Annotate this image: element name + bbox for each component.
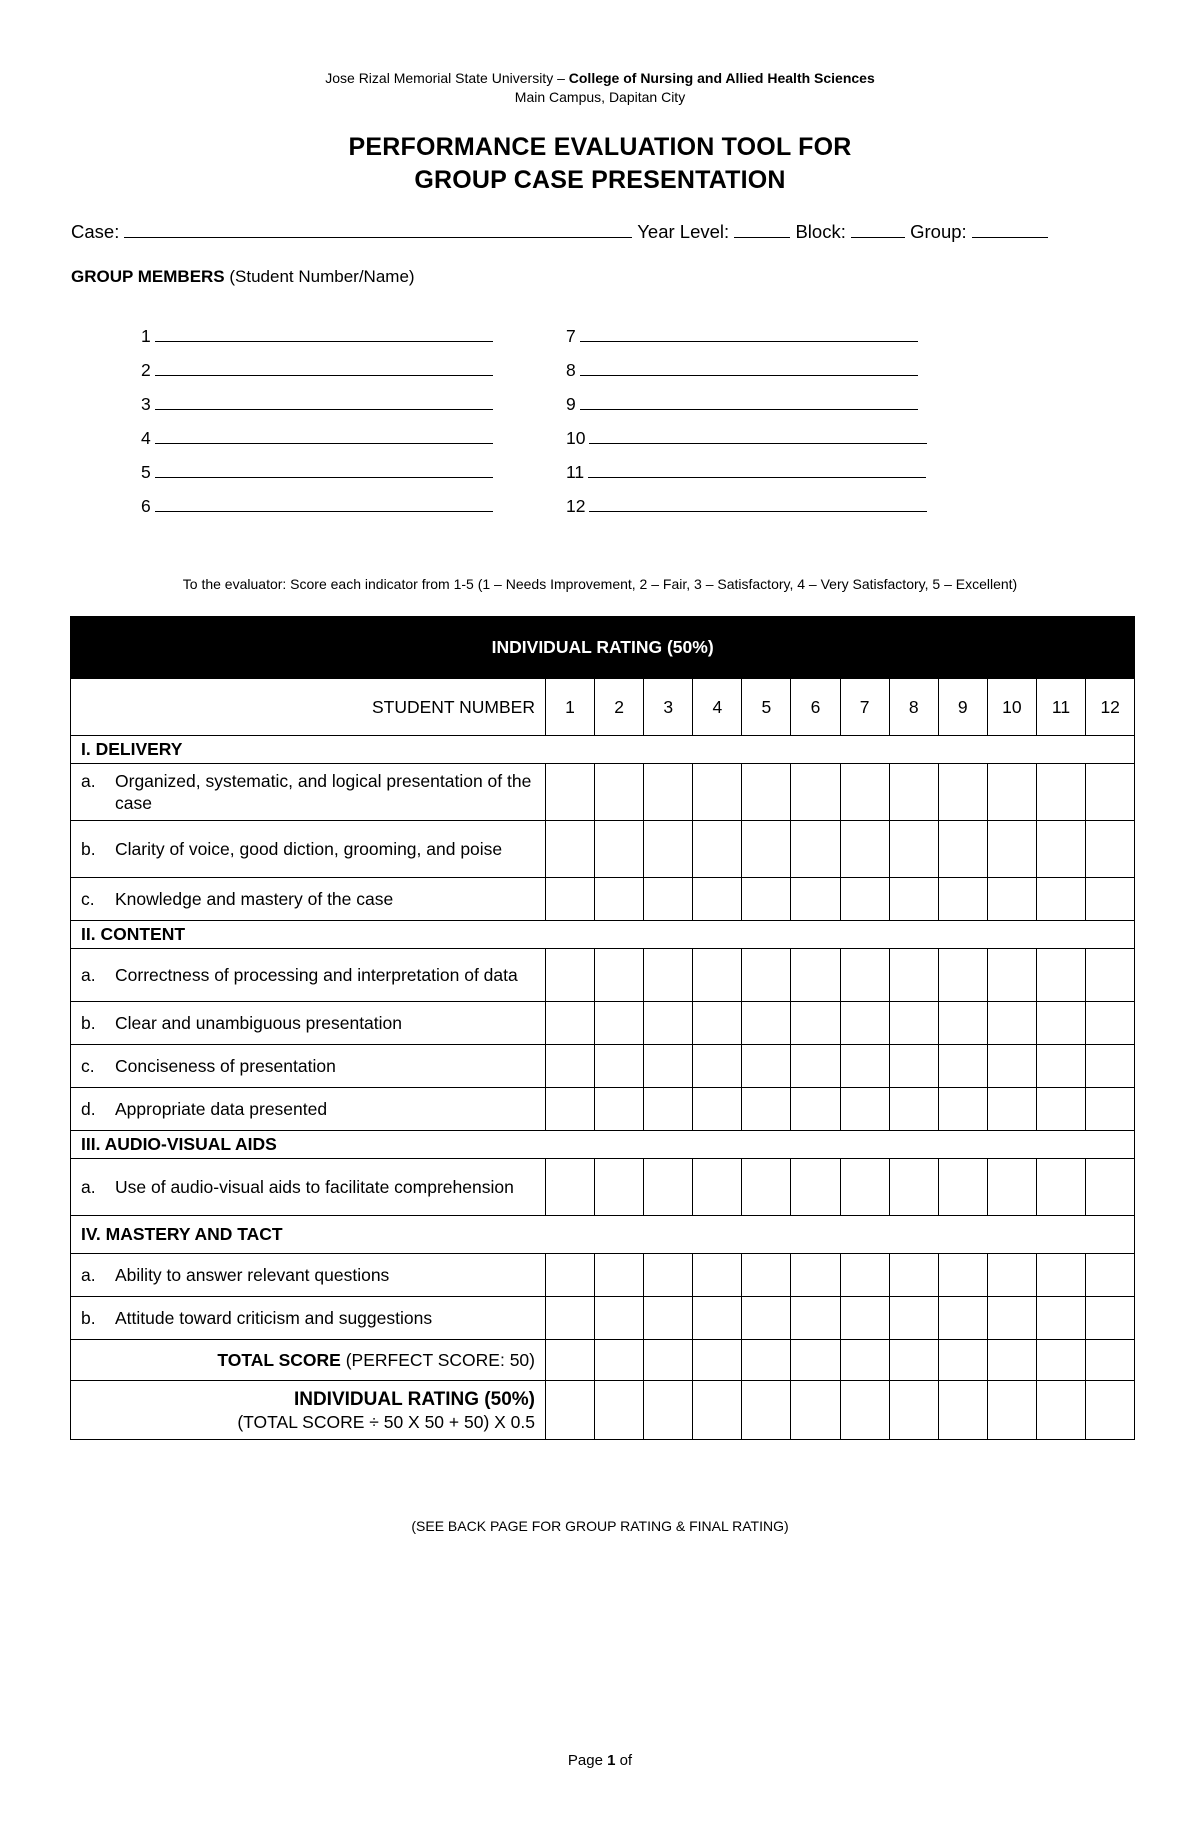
score-cell[interactable]	[742, 1254, 791, 1297]
individual-rating-cell[interactable]	[938, 1381, 987, 1440]
evaluator-instructions: To the evaluator: Score each indicator from 1-5 (1 – Needs Improvement, 2 – Fair, 3 – Satisfactory, 4 – Very Satisfactory, 5 – Excellent)	[182, 576, 1018, 592]
case-label: Case:	[71, 221, 120, 242]
score-cell[interactable]	[987, 949, 1036, 1002]
score-cell[interactable]	[791, 878, 840, 921]
member-field[interactable]	[155, 324, 493, 342]
college-name: College of Nursing and Allied Health Sciences	[568, 70, 875, 86]
total-score-cell[interactable]	[742, 1340, 791, 1381]
indicator-letter: a.	[81, 1265, 96, 1285]
score-cell[interactable]	[840, 1045, 889, 1088]
student-column-header: 2	[595, 679, 644, 736]
total-score-cell[interactable]	[595, 1340, 644, 1381]
score-cell[interactable]	[938, 821, 987, 878]
student-column-header: 6	[791, 679, 840, 736]
section-title: IV. MASTERY AND TACT	[71, 1216, 1135, 1254]
indicator-text: Organized, systematic, and logical presentation of the case	[115, 771, 532, 813]
indicator-row	[71, 821, 1135, 878]
block-field[interactable]	[851, 219, 905, 238]
indicator-label	[71, 1045, 546, 1088]
score-cell[interactable]	[791, 764, 840, 821]
score-cell[interactable]	[693, 878, 742, 921]
institution-line	[0, 70, 1200, 86]
score-cell[interactable]	[742, 1045, 791, 1088]
member-field[interactable]	[155, 358, 493, 376]
score-cell[interactable]	[1036, 878, 1085, 921]
member-field[interactable]	[589, 426, 927, 444]
indicator-label	[71, 1254, 546, 1297]
section-title: II. CONTENT	[71, 921, 1135, 949]
form-title-line2: GROUP CASE PRESENTATION	[414, 166, 786, 194]
score-cell[interactable]	[791, 821, 840, 878]
member-field[interactable]	[580, 358, 918, 376]
member-field[interactable]	[155, 460, 493, 478]
score-cell[interactable]	[1086, 1045, 1135, 1088]
score-cell[interactable]	[840, 1159, 889, 1216]
score-cell[interactable]	[595, 764, 644, 821]
score-cell[interactable]	[840, 949, 889, 1002]
score-cell[interactable]	[938, 1088, 987, 1131]
member-row	[566, 460, 926, 483]
score-cell[interactable]	[644, 1254, 693, 1297]
score-cell[interactable]	[595, 1254, 644, 1297]
score-cell[interactable]	[546, 764, 595, 821]
indicator-letter: a.	[81, 965, 96, 985]
indicator-row	[71, 1045, 1135, 1088]
total-score-cell[interactable]	[693, 1340, 742, 1381]
total-score-title: TOTAL SCORE	[217, 1349, 341, 1370]
score-cell[interactable]	[987, 878, 1036, 921]
score-cell[interactable]	[693, 1159, 742, 1216]
score-cell[interactable]	[889, 878, 938, 921]
indicator-letter: a.	[81, 1177, 96, 1197]
score-cell[interactable]	[1036, 764, 1085, 821]
score-cell[interactable]	[987, 1088, 1036, 1131]
group-members-heading	[71, 267, 415, 287]
score-cell[interactable]	[840, 821, 889, 878]
case-info-line	[71, 219, 1048, 243]
indicator-row	[71, 1297, 1135, 1340]
indicator-letter: b.	[81, 1308, 96, 1328]
score-cell[interactable]	[1036, 1002, 1085, 1045]
score-cell[interactable]	[742, 821, 791, 878]
total-score-cell[interactable]	[840, 1340, 889, 1381]
score-cell[interactable]	[595, 949, 644, 1002]
score-cell[interactable]	[644, 764, 693, 821]
indicator-text: Clear and unambiguous presentation	[115, 1013, 402, 1033]
score-cell[interactable]	[791, 1297, 840, 1340]
indicator-letter: d.	[81, 1099, 96, 1119]
score-cell[interactable]	[546, 1002, 595, 1045]
student-column-header: 10	[987, 679, 1036, 736]
member-number: 2	[141, 360, 151, 380]
member-field[interactable]	[589, 494, 927, 512]
year-level-field[interactable]	[734, 219, 790, 238]
case-field[interactable]	[124, 219, 632, 238]
individual-rating-title: INDIVIDUAL RATING (50%)	[293, 1388, 535, 1410]
individual-rating-cell[interactable]	[840, 1381, 889, 1440]
individual-rating-cell[interactable]	[693, 1381, 742, 1440]
score-cell[interactable]	[791, 1045, 840, 1088]
score-cell[interactable]	[595, 1045, 644, 1088]
student-column-header: 11	[1036, 679, 1085, 736]
score-cell[interactable]	[742, 1002, 791, 1045]
score-cell[interactable]	[791, 1002, 840, 1045]
member-number: 8	[566, 360, 576, 380]
score-cell[interactable]	[889, 764, 938, 821]
member-number: 5	[141, 462, 151, 482]
score-cell[interactable]	[938, 1159, 987, 1216]
score-cell[interactable]	[938, 1002, 987, 1045]
member-row	[141, 460, 493, 483]
score-cell[interactable]	[840, 1002, 889, 1045]
indicator-letter: a.	[81, 771, 96, 791]
indicator-label	[71, 821, 546, 878]
total-score-cell[interactable]	[546, 1340, 595, 1381]
score-cell[interactable]	[889, 1159, 938, 1216]
score-cell[interactable]	[840, 1254, 889, 1297]
block-label: Block:	[795, 221, 846, 242]
score-cell[interactable]	[938, 878, 987, 921]
score-cell[interactable]	[595, 1088, 644, 1131]
total-score-cell[interactable]	[987, 1340, 1036, 1381]
score-cell[interactable]	[889, 949, 938, 1002]
member-field[interactable]	[155, 494, 493, 512]
score-cell[interactable]	[840, 878, 889, 921]
indicator-row	[71, 764, 1135, 821]
score-cell[interactable]	[987, 1159, 1036, 1216]
member-number: 6	[141, 496, 151, 516]
score-cell[interactable]	[889, 1254, 938, 1297]
individual-rating-cell[interactable]	[889, 1381, 938, 1440]
indicator-text: Attitude toward criticism and suggestions	[115, 1308, 433, 1328]
total-score-cell[interactable]	[1086, 1340, 1135, 1381]
indicator-text: Clarity of voice, good diction, grooming, and poise	[115, 839, 503, 859]
student-column-header: 8	[889, 679, 938, 736]
score-cell[interactable]	[987, 764, 1036, 821]
score-cell[interactable]	[742, 1088, 791, 1131]
score-cell[interactable]	[742, 878, 791, 921]
indicator-letter: b.	[81, 839, 96, 859]
score-cell[interactable]	[595, 1297, 644, 1340]
member-row	[141, 392, 493, 415]
group-field[interactable]	[972, 219, 1048, 238]
individual-rating-formula: (TOTAL SCORE ÷ 50 X 50 + 50) X 0.5	[237, 1411, 535, 1432]
member-row	[566, 392, 918, 415]
campus-line: Main Campus, Dapitan City	[514, 89, 686, 105]
member-row	[141, 426, 493, 449]
indicator-text: Correctness of processing and interpretation of data	[115, 965, 518, 985]
individual-rating-cell[interactable]	[644, 1381, 693, 1440]
section-title: III. AUDIO-VISUAL AIDS	[71, 1131, 1135, 1159]
member-row	[566, 358, 918, 381]
indicator-label	[71, 1159, 546, 1216]
score-cell[interactable]	[987, 821, 1036, 878]
member-row	[566, 324, 918, 347]
indicator-row	[71, 1088, 1135, 1131]
member-row	[566, 494, 927, 517]
individual-rating-cell[interactable]	[1086, 1381, 1135, 1440]
member-field[interactable]	[580, 392, 918, 410]
score-cell[interactable]	[644, 1088, 693, 1131]
score-cell[interactable]	[938, 764, 987, 821]
score-cell[interactable]	[644, 1159, 693, 1216]
indicator-label	[71, 764, 546, 821]
score-cell[interactable]	[595, 1159, 644, 1216]
indicator-letter: c.	[81, 1056, 95, 1076]
member-row	[566, 426, 927, 449]
score-cell[interactable]	[889, 1002, 938, 1045]
score-cell[interactable]	[693, 1045, 742, 1088]
indicator-row	[71, 1254, 1135, 1297]
individual-rating-table	[70, 616, 1135, 1440]
score-cell[interactable]	[1086, 1297, 1135, 1340]
score-cell[interactable]	[791, 949, 840, 1002]
total-score-cell[interactable]	[889, 1340, 938, 1381]
individual-rating-label	[71, 1381, 546, 1440]
university-name: Jose Rizal Memorial State University –	[325, 70, 569, 86]
page-current: 1	[607, 1752, 616, 1769]
indicator-text: Ability to answer relevant questions	[115, 1265, 390, 1285]
individual-rating-cell[interactable]	[546, 1381, 595, 1440]
table-banner: INDIVIDUAL RATING (50%)	[71, 617, 1135, 679]
total-score-label	[71, 1340, 546, 1381]
section-row	[71, 1131, 1135, 1159]
score-cell[interactable]	[938, 1254, 987, 1297]
group-label: Group:	[910, 221, 967, 242]
score-cell[interactable]	[938, 1045, 987, 1088]
indicator-row	[71, 1159, 1135, 1216]
score-cell[interactable]	[693, 1297, 742, 1340]
page-prefix: Page	[567, 1752, 608, 1769]
member-number: 1	[141, 326, 151, 346]
section-title: I. DELIVERY	[71, 736, 1135, 764]
score-cell[interactable]	[889, 1297, 938, 1340]
student-number-label: STUDENT NUMBER	[71, 679, 546, 736]
score-cell[interactable]	[742, 1159, 791, 1216]
score-cell[interactable]	[938, 1297, 987, 1340]
individual-rating-cell[interactable]	[1036, 1381, 1085, 1440]
form-title-line1: PERFORMANCE EVALUATION TOOL FOR	[348, 133, 852, 161]
score-cell[interactable]	[1036, 1297, 1085, 1340]
score-cell[interactable]	[1036, 821, 1085, 878]
member-number: 10	[566, 428, 586, 448]
score-cell[interactable]	[1036, 1088, 1085, 1131]
indicator-label	[71, 1297, 546, 1340]
score-cell[interactable]	[889, 1045, 938, 1088]
year-level-label: Year Level:	[637, 221, 730, 242]
score-cell[interactable]	[546, 1088, 595, 1131]
section-row	[71, 736, 1135, 764]
score-cell[interactable]	[644, 1002, 693, 1045]
score-cell[interactable]	[742, 1297, 791, 1340]
score-cell[interactable]	[987, 1045, 1036, 1088]
score-cell[interactable]	[595, 878, 644, 921]
indicator-label	[71, 949, 546, 1002]
score-cell[interactable]	[595, 821, 644, 878]
page-suffix: of	[615, 1752, 633, 1769]
indicator-label	[71, 1088, 546, 1131]
score-cell[interactable]	[546, 821, 595, 878]
individual-rating-cell[interactable]	[742, 1381, 791, 1440]
score-cell[interactable]	[1036, 949, 1085, 1002]
section-row	[71, 921, 1135, 949]
score-cell[interactable]	[546, 949, 595, 1002]
page-number	[0, 1752, 1200, 1769]
indicator-letter: c.	[81, 889, 95, 909]
section-row	[71, 1216, 1135, 1254]
score-cell[interactable]	[693, 1002, 742, 1045]
score-cell[interactable]	[987, 1297, 1036, 1340]
member-number: 11	[566, 462, 585, 482]
score-cell[interactable]	[693, 1088, 742, 1131]
indicator-text: Knowledge and mastery of the case	[115, 889, 394, 909]
indicator-row	[71, 1002, 1135, 1045]
score-cell[interactable]	[987, 1254, 1036, 1297]
indicator-text: Use of audio-visual aids to facilitate comprehension	[115, 1177, 514, 1197]
score-cell[interactable]	[693, 1254, 742, 1297]
score-cell[interactable]	[1086, 1002, 1135, 1045]
score-cell[interactable]	[644, 949, 693, 1002]
indicator-row	[71, 878, 1135, 921]
indicator-text: Conciseness of presentation	[115, 1056, 336, 1076]
score-cell[interactable]	[644, 1297, 693, 1340]
member-number: 9	[566, 394, 576, 414]
student-column-header: 3	[644, 679, 693, 736]
score-cell[interactable]	[1036, 1254, 1085, 1297]
score-cell[interactable]	[546, 878, 595, 921]
score-cell[interactable]	[1086, 764, 1135, 821]
member-row	[141, 324, 493, 347]
score-cell[interactable]	[791, 1254, 840, 1297]
score-cell[interactable]	[546, 1159, 595, 1216]
member-number: 4	[141, 428, 151, 448]
score-cell[interactable]	[644, 878, 693, 921]
student-column-header: 7	[840, 679, 889, 736]
score-cell[interactable]	[1086, 821, 1135, 878]
score-cell[interactable]	[693, 821, 742, 878]
score-cell[interactable]	[1086, 1159, 1135, 1216]
score-cell[interactable]	[1036, 1045, 1085, 1088]
member-field[interactable]	[580, 324, 918, 342]
individual-rating-cell[interactable]	[595, 1381, 644, 1440]
score-cell[interactable]	[1086, 949, 1135, 1002]
score-cell[interactable]	[840, 1297, 889, 1340]
member-row	[141, 494, 493, 517]
score-cell[interactable]	[693, 949, 742, 1002]
back-page-note: (SEE BACK PAGE FOR GROUP RATING & FINAL RATING)	[411, 1518, 789, 1534]
score-cell[interactable]	[595, 1002, 644, 1045]
score-cell[interactable]	[1086, 1088, 1135, 1131]
member-field[interactable]	[155, 426, 493, 444]
individual-rating-cell[interactable]	[791, 1381, 840, 1440]
score-cell[interactable]	[938, 949, 987, 1002]
score-cell[interactable]	[840, 764, 889, 821]
total-score-cell[interactable]	[791, 1340, 840, 1381]
indicator-label	[71, 878, 546, 921]
indicator-letter: b.	[81, 1013, 96, 1033]
indicator-label	[71, 1002, 546, 1045]
score-cell[interactable]	[546, 1297, 595, 1340]
student-column-header: 1	[546, 679, 595, 736]
group-members-label: GROUP MEMBERS	[71, 267, 225, 286]
group-members-sublabel: (Student Number/Name)	[224, 267, 415, 286]
indicator-text: Appropriate data presented	[115, 1099, 328, 1119]
score-cell[interactable]	[742, 949, 791, 1002]
score-cell[interactable]	[693, 764, 742, 821]
score-cell[interactable]	[889, 821, 938, 878]
score-cell[interactable]	[546, 1045, 595, 1088]
student-column-header: 5	[742, 679, 791, 736]
indicator-row	[71, 949, 1135, 1002]
score-cell[interactable]	[546, 1254, 595, 1297]
score-cell[interactable]	[1086, 878, 1135, 921]
student-column-header: 12	[1086, 679, 1135, 736]
score-cell[interactable]	[791, 1159, 840, 1216]
student-column-header: 9	[938, 679, 987, 736]
member-number: 12	[566, 496, 586, 516]
score-cell[interactable]	[1036, 1159, 1085, 1216]
score-cell[interactable]	[791, 1088, 840, 1131]
score-cell[interactable]	[644, 821, 693, 878]
score-cell[interactable]	[1086, 1254, 1135, 1297]
member-field[interactable]	[155, 392, 493, 410]
score-cell[interactable]	[742, 764, 791, 821]
total-score-sub: (PERFECT SCORE: 50)	[340, 1349, 535, 1370]
individual-rating-cell[interactable]	[987, 1381, 1036, 1440]
member-number: 7	[566, 326, 576, 346]
student-column-header: 4	[693, 679, 742, 736]
total-score-cell[interactable]	[1036, 1340, 1085, 1381]
score-cell[interactable]	[840, 1088, 889, 1131]
total-score-cell[interactable]	[938, 1340, 987, 1381]
score-cell[interactable]	[644, 1045, 693, 1088]
member-row	[141, 358, 493, 381]
member-field[interactable]	[588, 460, 926, 478]
score-cell[interactable]	[987, 1002, 1036, 1045]
total-score-cell[interactable]	[644, 1340, 693, 1381]
member-number: 3	[141, 394, 151, 414]
score-cell[interactable]	[889, 1088, 938, 1131]
